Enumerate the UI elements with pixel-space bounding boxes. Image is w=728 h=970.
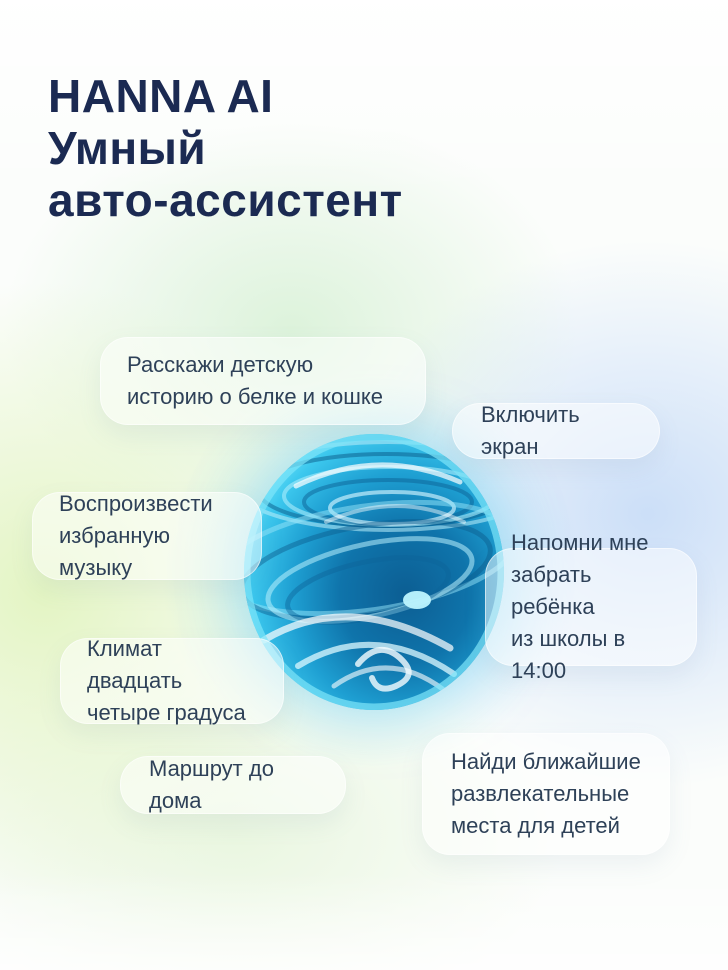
bubble-line: Воспроизвести [59,491,213,516]
suggestion-bubble-story [100,337,426,425]
bubble-line: Климат двадцать [87,636,183,693]
suggestion-bubble-places [422,733,670,855]
bubble-line: места для детей [451,813,620,838]
bubble-line: из школы в 14:00 [511,626,626,683]
title-line-assistant: авто-ассистент [48,174,403,226]
bubble-line: Расскажи детскую [127,352,314,377]
suggestion-bubble-reminder [485,530,697,683]
bubble-line: Найди ближайшие [451,749,641,774]
bubble-line: Включить экран [481,402,580,459]
bubble-line: избранную музыку [59,523,170,580]
suggestion-bubble-route [120,756,346,814]
bubble-line: историю о белке и кошке [127,384,384,409]
suggestion-bubble-climate [60,638,284,724]
suggestion-bubble-music [32,492,262,580]
page-title [48,70,403,226]
bubble-line: Напомни мне [511,530,649,555]
title-line-product: HANNA AI [48,70,274,122]
bubble-line: Маршрут до дома [149,756,274,813]
title-line-smart: Умный [48,122,207,174]
bubble-line: забрать ребёнка [511,562,595,619]
suggestion-bubble-screen [452,403,660,459]
bubble-line: развлекательные [451,781,630,806]
bubble-line: четыре градуса [87,700,246,725]
